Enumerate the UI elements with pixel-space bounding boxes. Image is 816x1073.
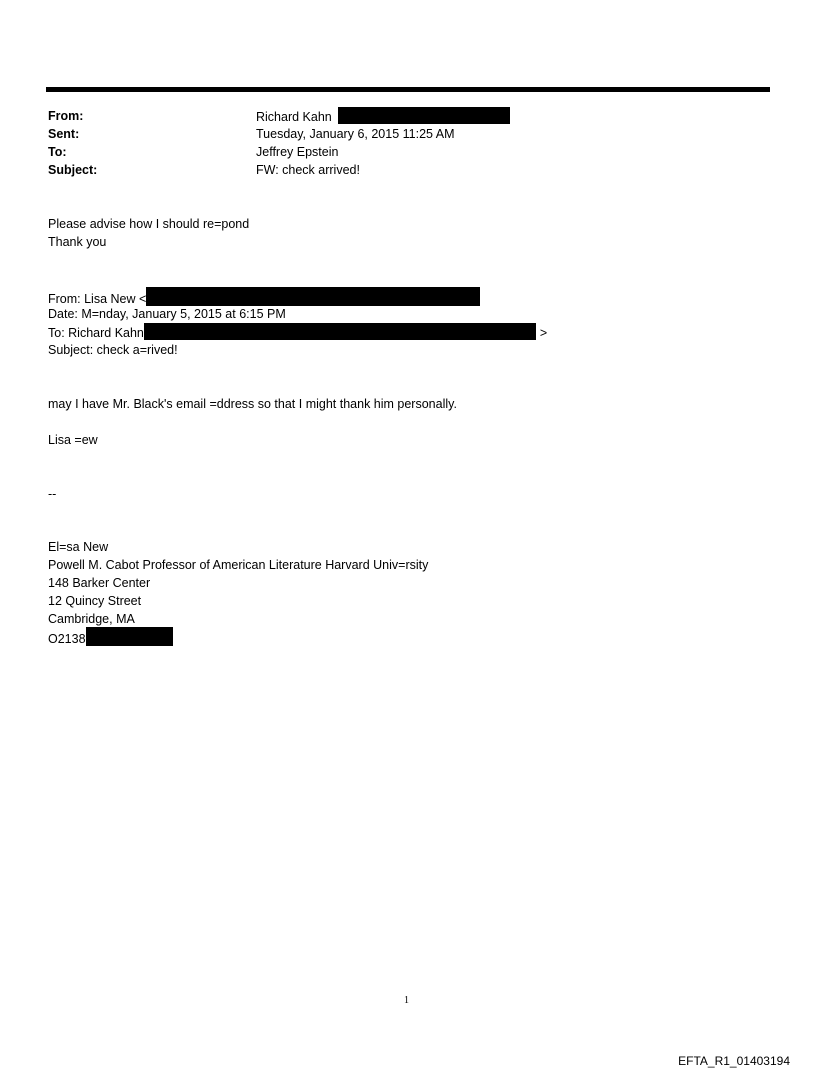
signature-name: El=sa New — [48, 540, 109, 554]
redaction-box — [146, 287, 480, 306]
from-name: Richard Kahn — [256, 110, 332, 124]
fwd-message: may I have Mr. Black's email =ddress so that I might thank him personally. — [48, 397, 457, 411]
redaction-box — [338, 107, 510, 124]
fwd-subject-line: Subject: check a=rived! — [48, 343, 178, 357]
fwd-to-line — [48, 323, 547, 342]
subject-value: FW: check arrived! — [256, 163, 360, 177]
fwd-date-line: Date: M=nday, January 5, 2015 at 6:15 PM — [48, 307, 286, 321]
signature-title: Powell M. Cabot Professor of American Literature Harvard Univ=rsity — [48, 558, 429, 572]
fwd-from-text: From: Lisa New < — [48, 292, 147, 306]
sent-label: Sent: — [48, 127, 80, 141]
signature-separator: -- — [48, 487, 57, 501]
redaction-box — [86, 627, 173, 646]
header-rule — [46, 87, 770, 92]
from-label: From: — [48, 109, 84, 123]
signature-zip-line — [48, 627, 173, 648]
signature-city: Cambridge, MA — [48, 612, 135, 626]
sent-value: Tuesday, January 6, 2015 11:25 AM — [256, 127, 455, 141]
document-id: EFTA_R1_01403194 — [678, 1054, 790, 1068]
subject-label: Subject: — [48, 163, 98, 177]
signature-address-1: 148 Barker Center — [48, 576, 151, 590]
from-value — [256, 107, 510, 126]
body-line-1: Please advise how I should re=pond — [48, 217, 250, 231]
fwd-to-text: To: Richard Kahn — [48, 326, 144, 340]
page-number: 1 — [404, 995, 409, 1006]
fwd-to-tail: > — [539, 326, 548, 340]
signature-zip: O2138 — [48, 632, 86, 646]
redaction-box — [144, 323, 536, 340]
to-value: Jeffrey Epstein — [256, 145, 339, 159]
signature-address-2: 12 Quincy Street — [48, 594, 142, 608]
to-label: To: — [48, 145, 67, 159]
body-line-2: Thank you — [48, 235, 107, 249]
fwd-signoff: Lisa =ew — [48, 433, 98, 447]
